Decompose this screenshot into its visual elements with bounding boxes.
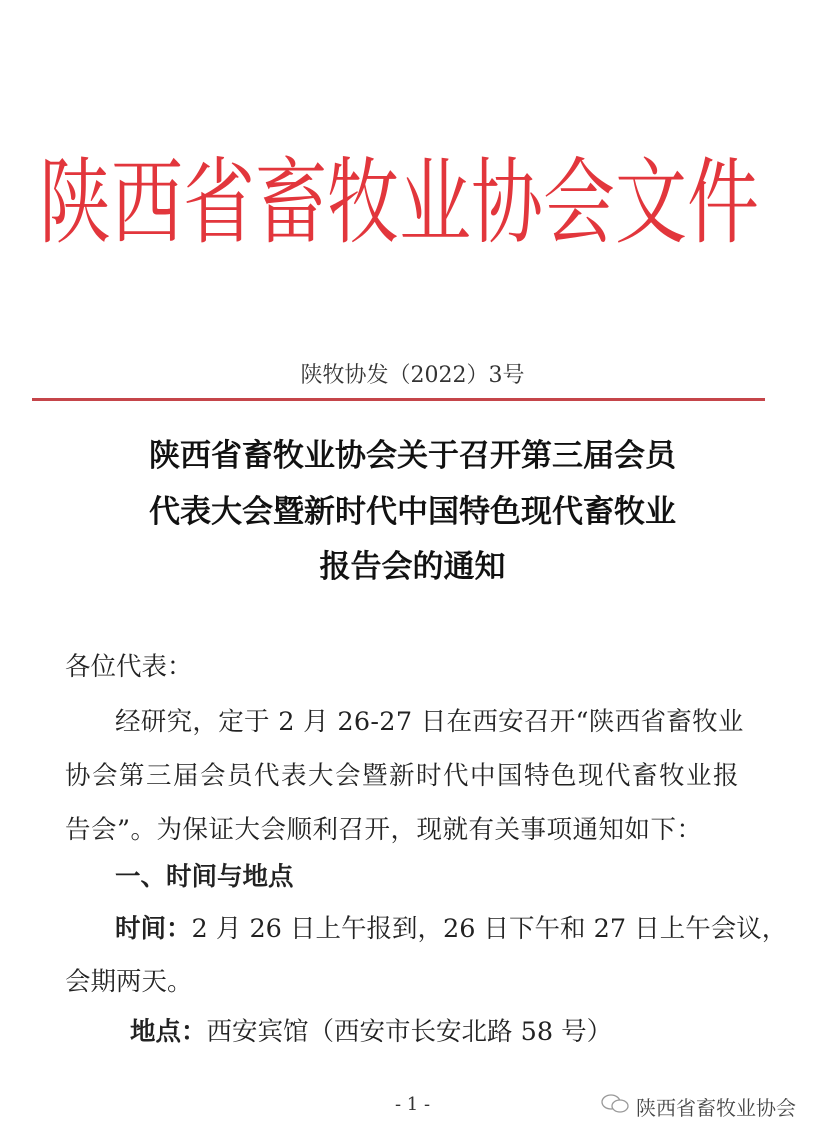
page-number: - 1 - bbox=[395, 1094, 431, 1115]
headline-line-2: 代表大会暨新时代中国特色现代畜牧业 bbox=[149, 494, 676, 530]
section-title: 一、时间与地点 bbox=[115, 862, 294, 892]
salutation: 各位代表： bbox=[65, 652, 193, 682]
red-divider bbox=[32, 398, 765, 401]
wechat-icon bbox=[600, 1093, 630, 1120]
headline-line-1: 陕西省畜牧业协会关于召开第三届会员 bbox=[149, 438, 676, 474]
watermark bbox=[600, 1092, 796, 1121]
para1-line-1: 经研究，定于 2 月 26-27 日在西安召开“陕西省畜牧业 bbox=[115, 707, 744, 737]
headline-line-3: 报告会的通知 bbox=[319, 549, 506, 585]
time-line bbox=[115, 909, 787, 945]
org-document-title: 陕西省畜牧业协会文件 bbox=[38, 147, 759, 257]
place-label: 地点： bbox=[130, 1017, 207, 1047]
para1-line-2: 协会第三届会员代表大会暨新时代中国特色现代畜牧业报 bbox=[65, 761, 741, 791]
place-text: 西安宾馆（西安市长安北路 58 号） bbox=[206, 1017, 613, 1047]
document-number: 陕牧协发（2022）3号 bbox=[300, 363, 525, 388]
time-label: 时间： bbox=[115, 914, 192, 944]
time-line-2: 会期两天。 bbox=[65, 967, 193, 997]
para1-line-3: 告会”。为保证大会顺利召开，现就有关事项通知如下： bbox=[65, 815, 703, 845]
time-text: 2 月 26 日上午报到，26 日下午和 27 日上午会议， bbox=[191, 914, 788, 944]
watermark-text: 陕西省畜牧业协会 bbox=[636, 1096, 796, 1120]
place-line bbox=[130, 1012, 612, 1048]
